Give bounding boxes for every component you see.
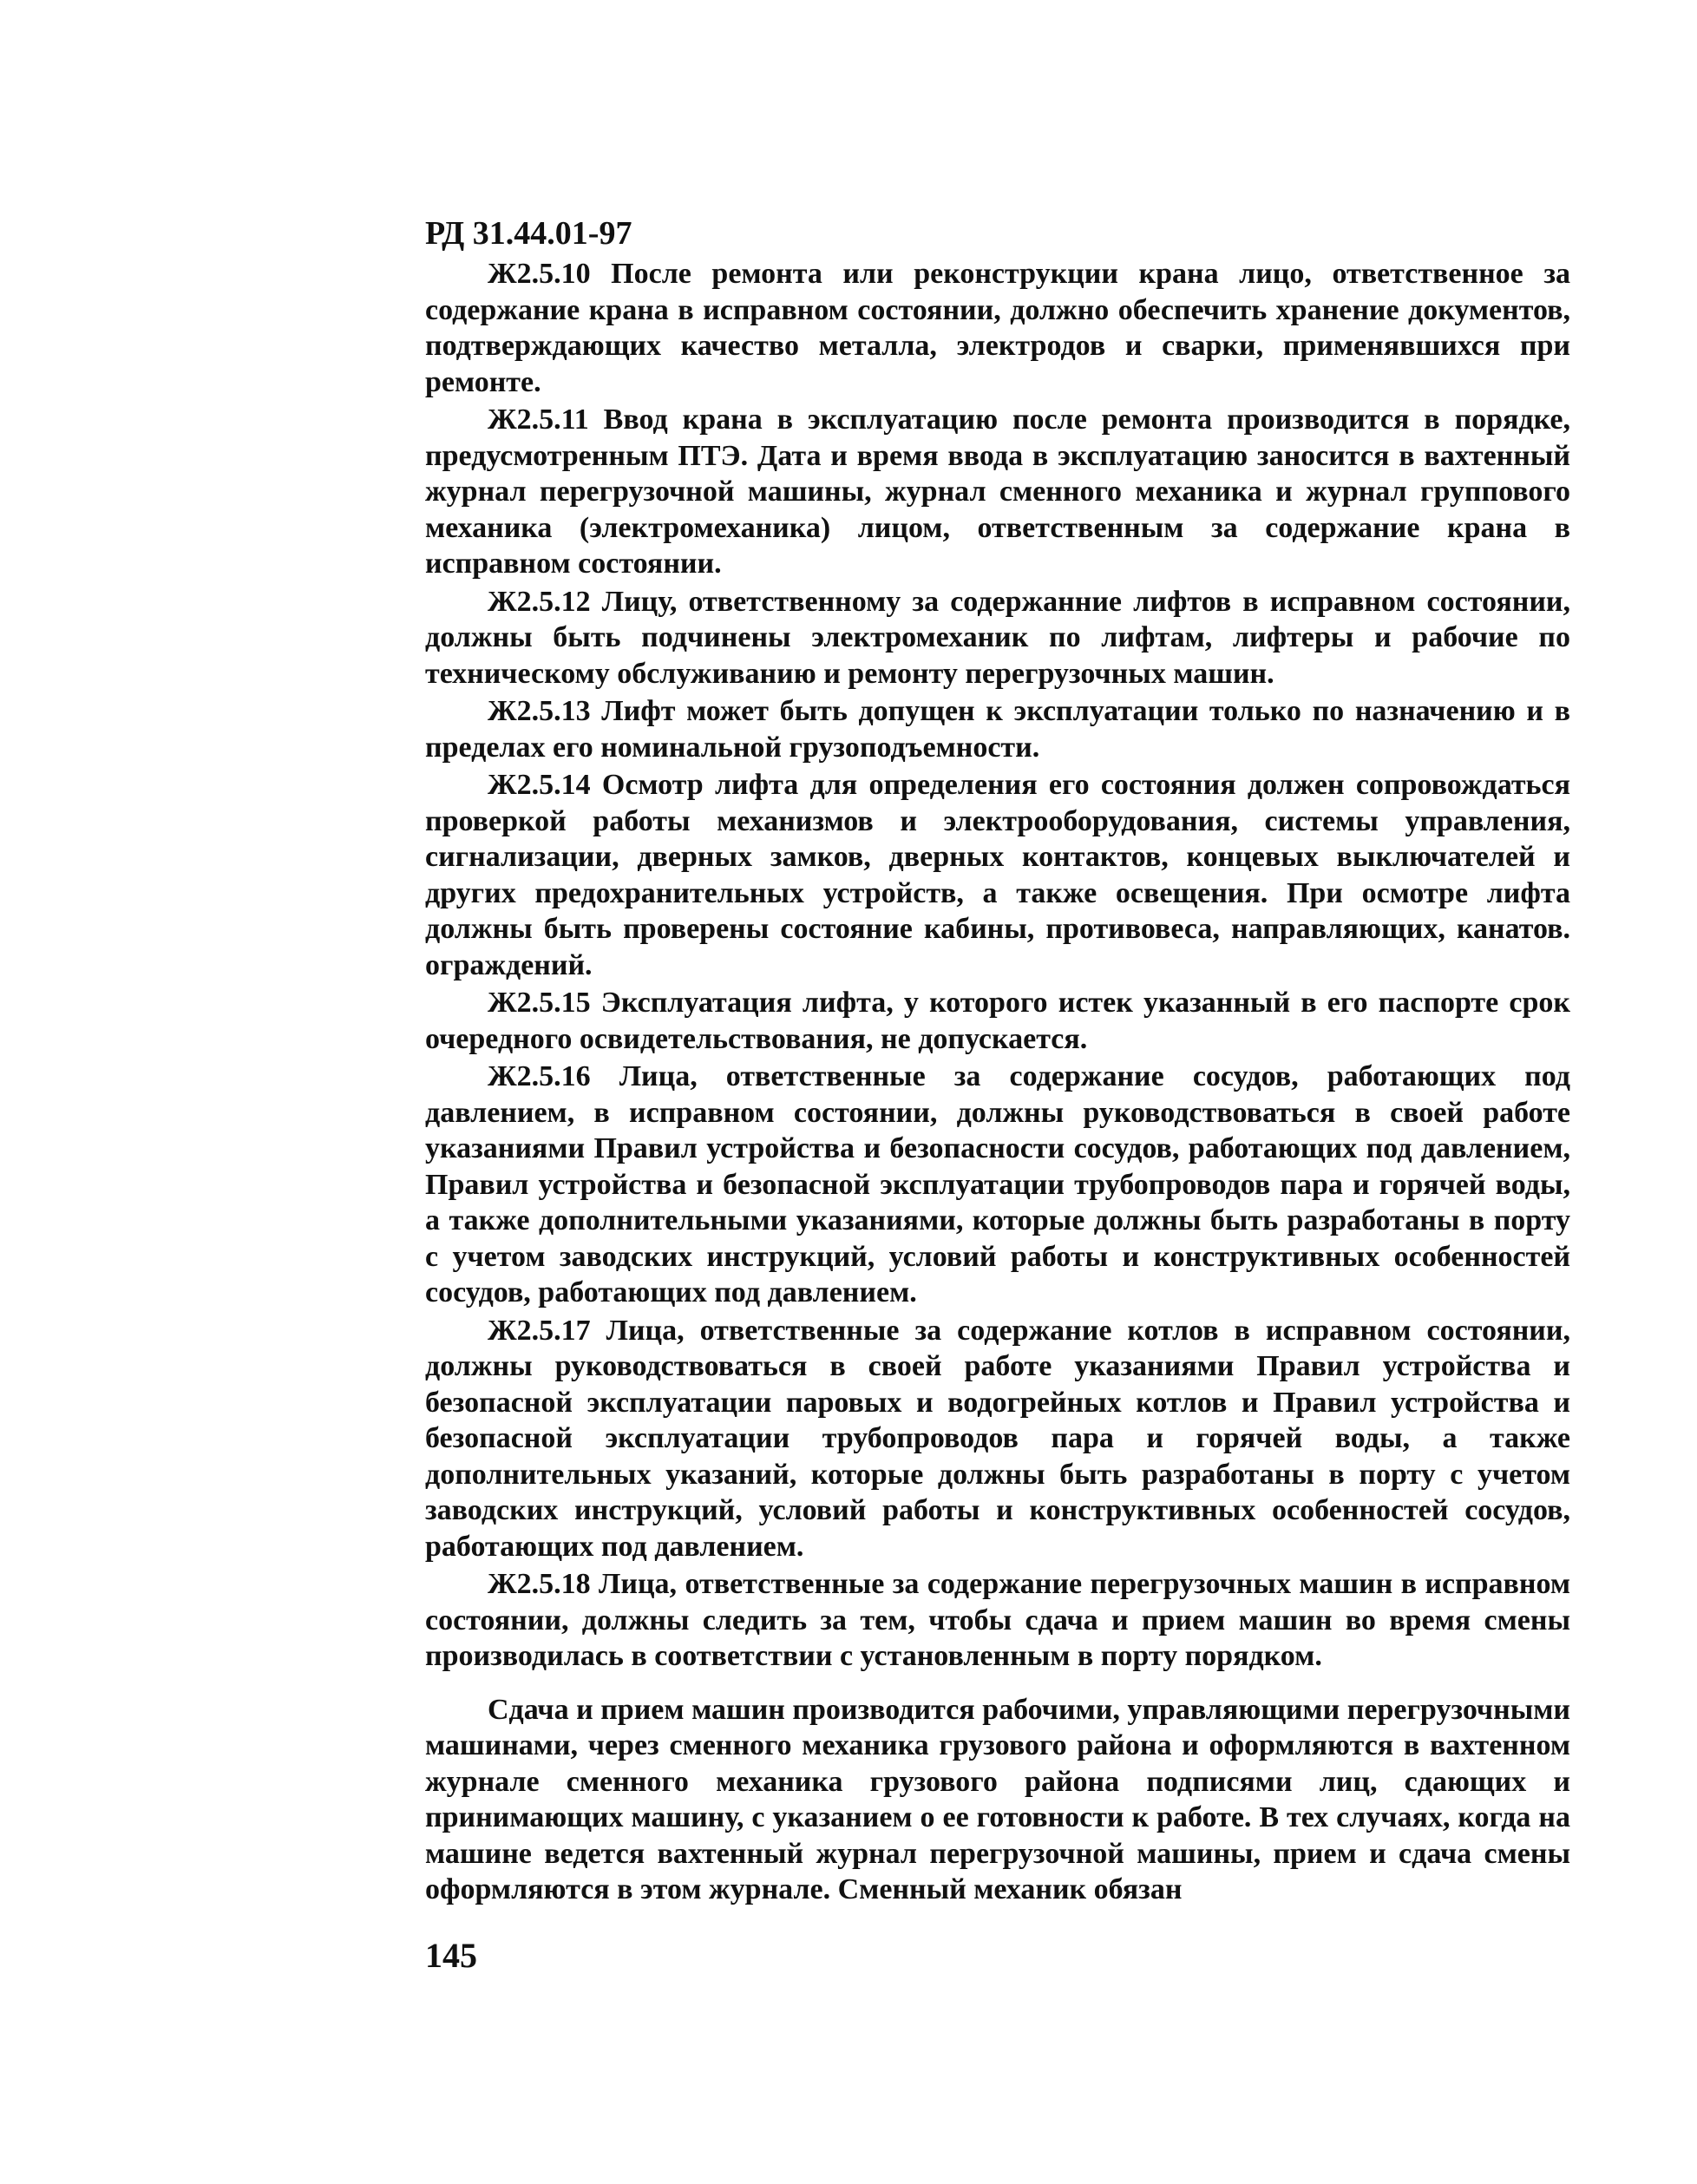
paragraph-zh2-5-14: Ж2.5.14 Осмотр лифта для определения его состояния должен сопровождаться проверкой работы механизмов и электрооборудования, системы управления, сигнализации, дверных замков, дверных контактов, концевых выключателей и других предохранительных устройств, а также освещения. При осмотре лифта должны быть проверены состояние кабины, противовеса, направляющих, канатов. ограждений. — [425, 769, 1570, 981]
page-number: 145 — [425, 1936, 477, 1975]
paragraph-handover: Сдача и прием машин производится рабочими, управляющими перегрузочными машинами, через сменного механика грузового района и оформляются в вахтенном журнале сменного механика грузового района подписями лиц, сдающих и принимающих машину, с указанием о ее готовности к работе. В тех случаях, когда на машине ведется вахтенный журнал перегрузочной машины, прием и сдача смены оформляются в этом журнале. Сменный механик обязан — [425, 1693, 1570, 1905]
document-page — [425, 213, 1570, 1910]
paragraph-zh2-5-12: Ж2.5.12 Лицу, ответственному за содержанние лифтов в исправном состоянии, должны быть подчинены электромеханик по лифтам, лифтеры и рабочие по техническому обслуживанию и ремонту перегрузочных машин. — [425, 585, 1570, 690]
paragraph-zh2-5-15: Ж2.5.15 Эксплуатация лифта, у которого истек указанный в его паспорте срок очередного освидетельствования, не допускается. — [425, 987, 1570, 1055]
paragraph-zh2-5-16: Ж2.5.16 Лица, ответственные за содержание сосудов, работающих под давлением, в исправном состоянии, должны руководствоваться в своей работе указаниями Правил устройства и безопасности сосудов, работающих под давлением, Правил устройства и безопасной эксплуатации трубопроводов пара и горячей воды, а также дополнительными указаниями, которые должны быть разработаны в порту с учетом заводских инструкций, условий работы и конструктивных особенностей сосудов, работающих под давлением. — [425, 1060, 1570, 1308]
paragraph-zh2-5-10: Ж2.5.10 После ремонта или реконструкции крана лицо, ответственное за содержание крана в исправном состоянии, должно обеспечить хранение документов, подтверждающих качество металла, электродов и сварки, применявшихся при ремонте. — [425, 258, 1570, 398]
paragraph-zh2-5-18: Ж2.5.18 Лица, ответственные за содержание перегрузочных машин в исправном состоянии, должны следить за тем, чтобы сдача и прием машин во время смены производилась в соответствии с установленным в порту порядком. — [425, 1568, 1570, 1672]
document-code-header: РД 31.44.01-97 — [425, 215, 632, 252]
paragraph-zh2-5-13: Ж2.5.13 Лифт может быть допущен к эксплуатации только по назначению и в пределах его номинальной грузоподъемности. — [425, 695, 1570, 764]
paragraph-zh2-5-11: Ж2.5.11 Ввод крана в эксплуатацию после ремонта производится в порядке, предусмотренным ПТЭ. Дата и время ввода в эксплуатацию заносится в вахтенный журнал перегрузочной машины, журнал сменного механика и журнал группового механика (электромеханика) лицом, ответственным за содержание крана в исправном состоянии. — [425, 403, 1570, 580]
paragraph-zh2-5-17: Ж2.5.17 Лица, ответственные за содержание котлов в исправном состоянии, должны руководствоваться в своей работе указаниями Правил устройства и безопасной эксплуатации паровых и водогрейных котлов и Правил устройства и безопасной эксплуатации трубопроводов пара и горячей воды, а также дополнительных указаний, которые должны быть разработаны в порту с учетом заводских инструкций, условий работы и конструктивных особенностей сосудов, работающих под давлением. — [425, 1314, 1570, 1563]
